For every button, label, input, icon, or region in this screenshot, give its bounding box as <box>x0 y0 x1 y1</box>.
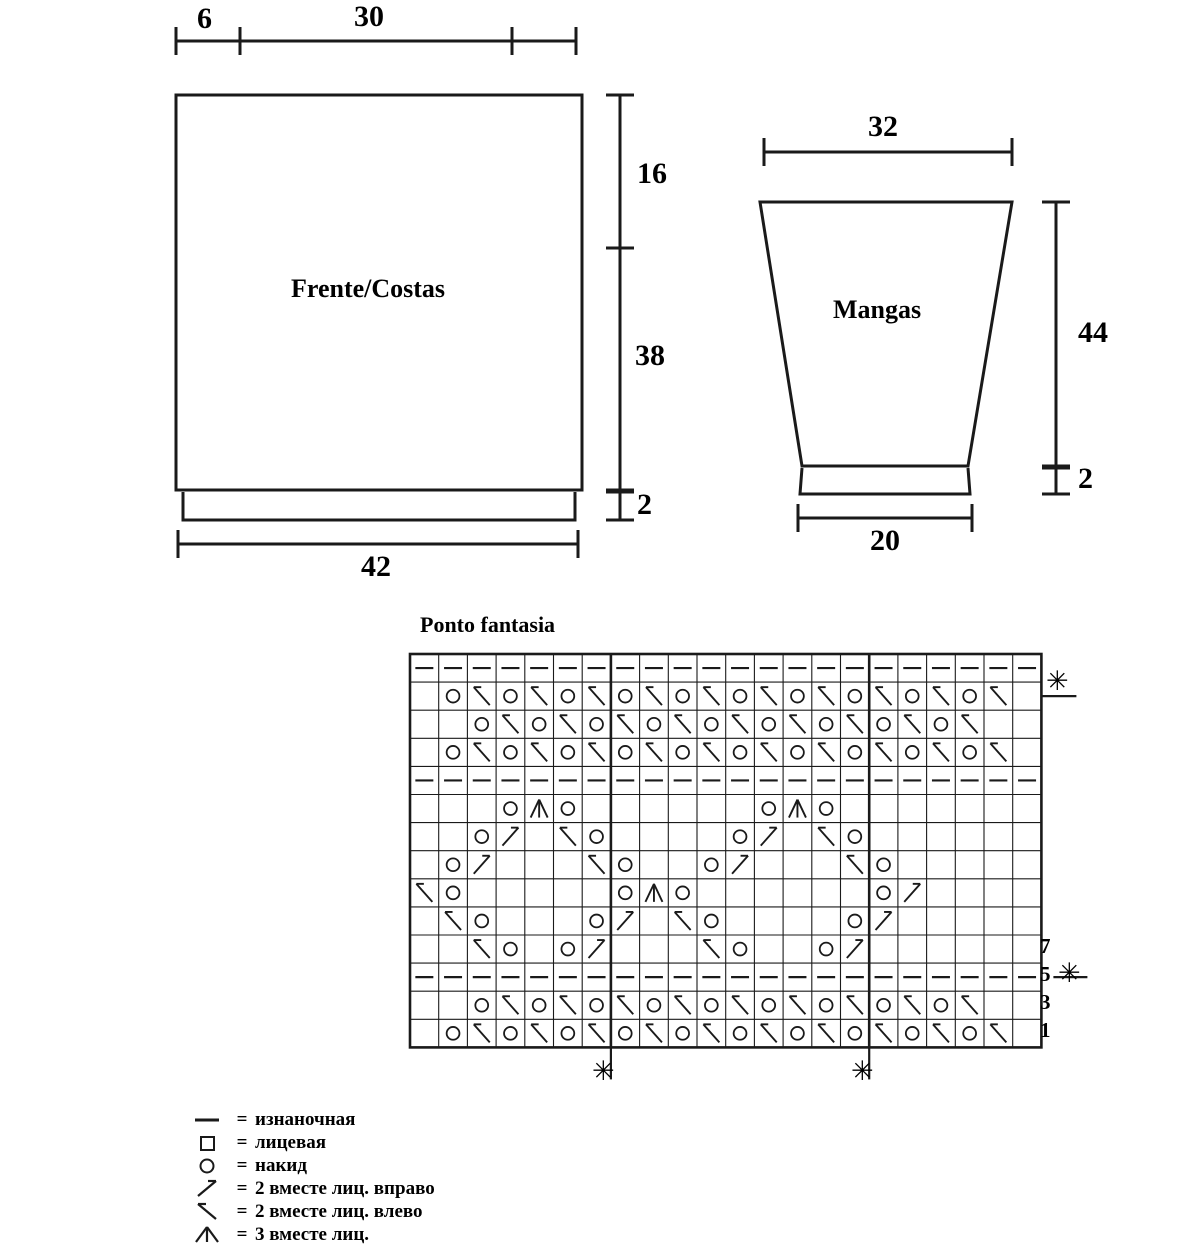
yarn-over-symbol-icon <box>185 1156 229 1176</box>
repeat-marker-bottom-right: ✳ <box>851 1056 874 1087</box>
legend-item <box>185 1223 745 1246</box>
piece-label-front-back: Frente/Costas <box>291 274 446 303</box>
legend-equals: = <box>236 1223 248 1245</box>
dim-front-back-width-42: 42 <box>361 550 391 583</box>
k2tog-left-symbol-icon <box>185 1201 229 1223</box>
legend-label: изнаночная <box>255 1108 356 1130</box>
legend-label: 3 вместе лиц. <box>255 1223 370 1245</box>
dim-sleeve-height-44: 44 <box>1078 316 1108 349</box>
legend-label: накид <box>255 1154 307 1176</box>
legend-item <box>185 1177 745 1200</box>
legend-equals: = <box>236 1154 248 1176</box>
legend-label: 2 вместе лиц. вправо <box>255 1177 435 1199</box>
chart-title: Ponto fantasia <box>420 612 556 637</box>
piece-label-sleeve: Mangas <box>833 295 922 324</box>
k2tog-right-symbol-icon <box>185 1178 229 1200</box>
repeat-marker-right-row5: ✳ <box>1058 958 1081 989</box>
repeat-marker-right-top: ✳ <box>1046 666 1069 697</box>
legend-label: 2 вместе лиц. влево <box>255 1200 423 1222</box>
chart-row-number-7: 7 <box>1040 934 1051 958</box>
legend-equals: = <box>236 1177 248 1199</box>
dim-front-back-hem-2: 2 <box>637 488 652 521</box>
chart-row-number-1: 1 <box>1040 1018 1051 1042</box>
legend-item <box>185 1131 745 1154</box>
k3tog-symbol-icon <box>185 1224 229 1246</box>
dim-front-back-upper-16: 16 <box>637 157 667 190</box>
legend-equals: = <box>236 1108 248 1130</box>
dim-front-back-lower-38: 38 <box>635 339 665 372</box>
legend-equals: = <box>236 1131 248 1153</box>
repeat-marker-bottom-left: ✳ <box>592 1056 615 1087</box>
dim-front-back-top-6: 6 <box>197 2 212 35</box>
dim-front-back-top-30: 30 <box>354 0 384 33</box>
dim-sleeve-hem-2: 2 <box>1078 462 1093 495</box>
legend-equals: = <box>236 1200 248 1222</box>
legend-label: лицевая <box>255 1131 327 1153</box>
chart-row-number-5: 5 <box>1040 962 1051 986</box>
purl-symbol-icon <box>185 1110 229 1130</box>
legend-item <box>185 1154 745 1177</box>
dim-sleeve-width-20: 20 <box>870 524 900 557</box>
legend <box>185 1108 745 1246</box>
knit-symbol-icon <box>185 1133 229 1153</box>
legend-item <box>185 1200 745 1223</box>
legend-item <box>185 1108 745 1131</box>
chart-row-number-3: 3 <box>1040 990 1051 1014</box>
dim-sleeve-top-32: 32 <box>868 110 898 143</box>
